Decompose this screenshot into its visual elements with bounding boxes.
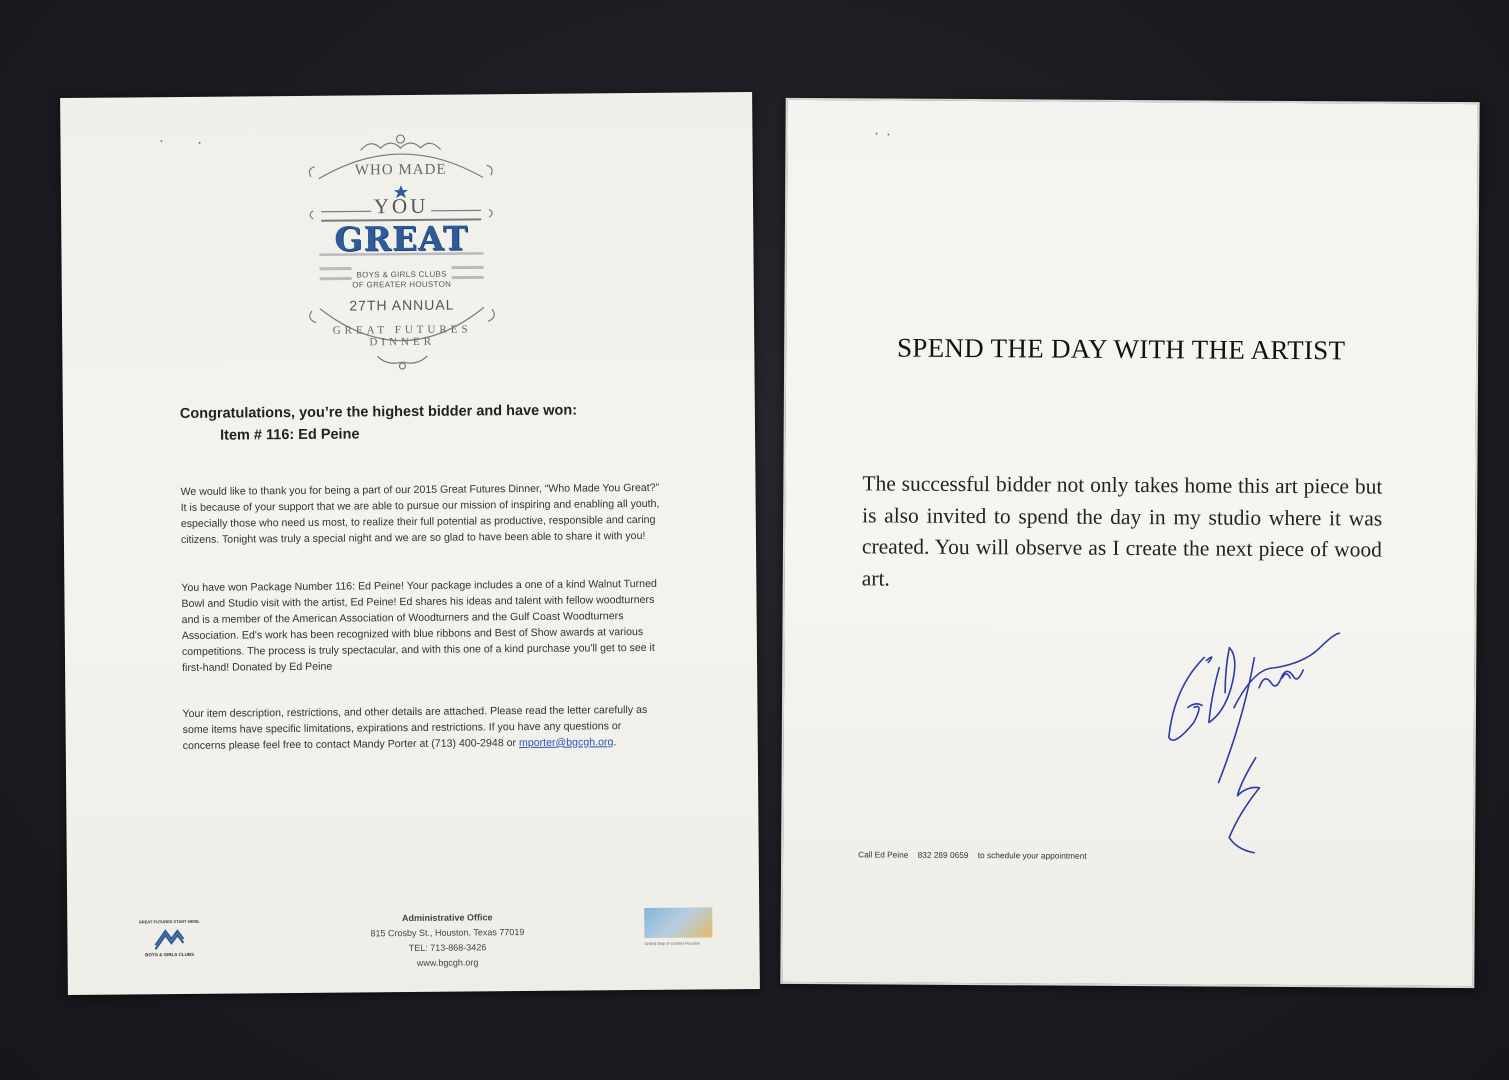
appointment-line	[858, 849, 1094, 860]
office-footer	[297, 909, 598, 972]
flyer-body: The successful bidder not only takes home this art piece but is also invited to spend the day in my studio where it was created. You will observe as I create the next piece of wood art.	[861, 471, 1383, 591]
bgc-name: BOYS & GIRLS CLUBS	[145, 951, 195, 958]
item-number: Item # 116: Ed Peine	[219, 426, 360, 444]
paper-speck	[198, 142, 200, 144]
package-paragraph: You have won Package Number 116: Ed Peine! Your package includes a one of a kind Walnut Turned Bowl and Studio visit with the artist, Ed Peine! Ed shares his ideas and talent with fellow woodturners and is a member of the American Association of Woodturners and the Gulf Coast Woodturners Association. Ed's work has been recognized with blue ribbons and Best of Show awards at various competitions. The process is truly spectacular, and with this one of a kind purchase you'll get to see it first-hand! Donated by Ed Peine	[181, 577, 657, 674]
emblem-who-made: WHO MADE	[354, 161, 447, 179]
congratulations-heading: Congratulations, you’re the highest bidder and have won:	[179, 402, 578, 423]
paper-speck	[887, 134, 889, 136]
contact-email-link[interactable]: mporter@bgcgh.org	[518, 736, 614, 749]
winner-letter	[60, 92, 760, 995]
united-way-mark	[644, 907, 712, 938]
call-prefix: Call Ed Peine	[858, 849, 909, 860]
emblem-great: GREAT	[334, 218, 469, 259]
flyer-title: SPEND THE DAY WITH THE ARTIST	[896, 332, 1346, 366]
thank-you-paragraph: We would like to thank you for being a part of our 2015 Great Futures Dinner, “Who Made You Great?” It is because of your support that we are able to pursue our mission of inspiring and enabling all youth, especially those who need us most, to realize their full potential as productive, responsible and caring citizens. Tonight was truly a special night and we are so glad to have been able to share it with you!	[180, 481, 660, 546]
united-way-logo	[644, 907, 714, 952]
bgc-hands-icon	[151, 925, 187, 951]
emblem-annual: 27TH ANNUAL	[349, 296, 455, 314]
office-title: Administrative Office	[401, 912, 493, 924]
details-period: .	[613, 736, 617, 749]
emblem-clubs-line2: OF GREATER HOUSTON	[352, 279, 452, 290]
emblem-clubs-line1: BOYS & GIRLS CLUBS	[356, 269, 447, 280]
artist-phone: 832 289 0659	[917, 849, 969, 861]
details-text: Your item description, restrictions, and other details are attached. Please read the letter carefully as some items have specific limitations, expirations and restrictions. If you have any questions or concerns please feel free to contact Mandy Porter at (713) 400-2948 or	[182, 703, 648, 752]
paper-speck	[875, 132, 877, 134]
who-made-you-great-emblem	[300, 127, 502, 379]
office-phone: TEL: 713-868-3426	[408, 942, 487, 954]
bgc-tagline: GREAT FUTURES START HERE.	[138, 918, 200, 925]
artist-flyer	[780, 98, 1479, 988]
call-suffix: to schedule your appointment	[977, 850, 1087, 861]
office-website: www.bgcgh.org	[416, 957, 479, 968]
emblem-you: YOU	[373, 193, 429, 219]
office-address: 815 Crosby St., Houston, Texas 77019	[370, 927, 525, 939]
ed-peine-signature	[1163, 627, 1364, 863]
emblem-dinner: GREAT FUTURES DINNER	[332, 323, 472, 349]
united-way-text: United Way of Greater Houston	[644, 940, 701, 946]
details-paragraph	[182, 703, 662, 755]
paper-speck	[160, 140, 162, 142]
boys-girls-clubs-logo	[129, 919, 209, 966]
